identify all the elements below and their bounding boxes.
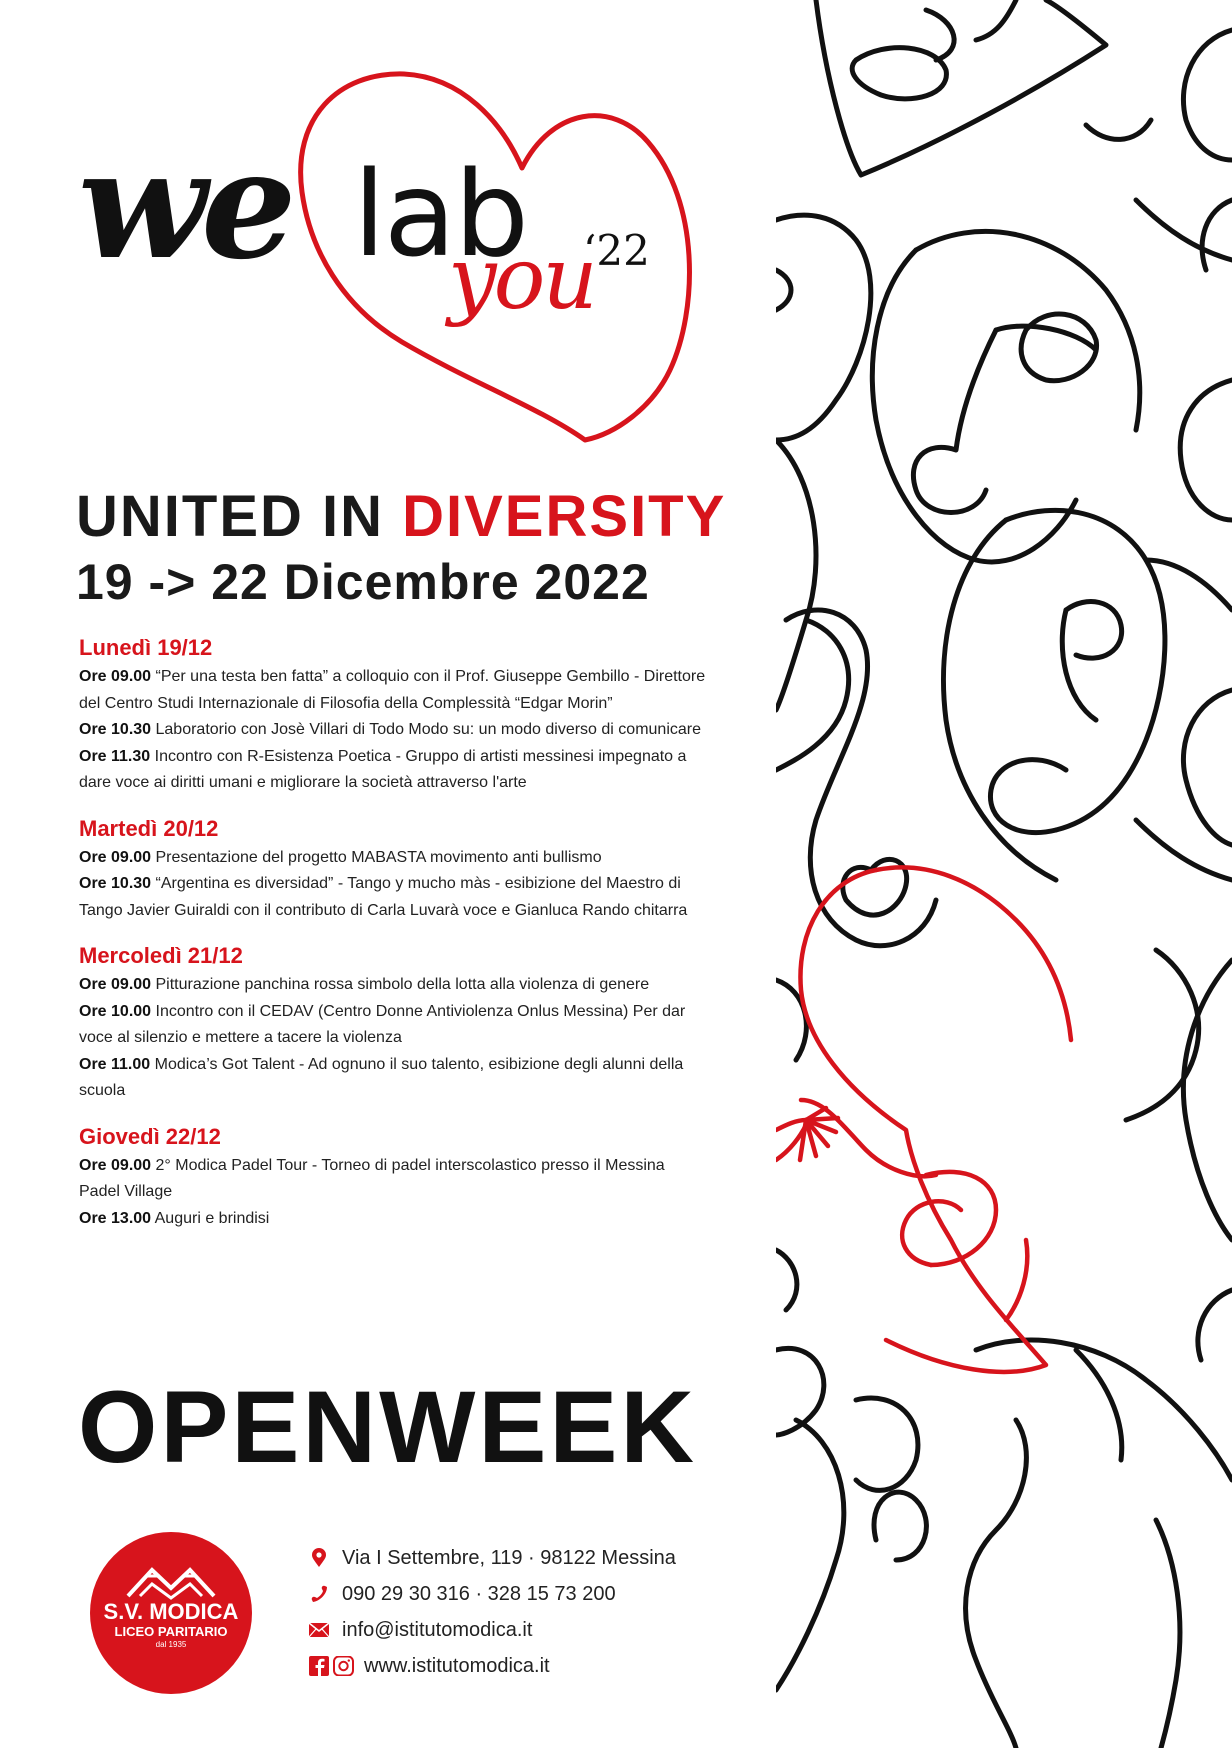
school-name: S.V. MODICA (103, 1599, 239, 1624)
event-item (79, 1206, 709, 1233)
contact-address (308, 1540, 748, 1576)
phone-icon (308, 1584, 330, 1604)
event-time: Ore 13.00 (79, 1209, 152, 1227)
school-logo-badge (90, 1532, 252, 1694)
event-item (79, 972, 709, 999)
event-text: Auguri e brindisi (151, 1209, 270, 1227)
event-item (79, 664, 709, 717)
day-title: Giovedì 22/12 (79, 1123, 221, 1149)
contact-web (308, 1648, 748, 1684)
event-time: Ore 11.30 (79, 747, 151, 765)
logo-year: ‘22 (583, 226, 650, 275)
school-subtitle: LICEO PARITARIO (114, 1624, 228, 1639)
contacts (308, 1540, 748, 1684)
welab-logo (70, 60, 720, 460)
address-text: Via I Settembre, 119 · 98122 Messina (342, 1547, 676, 1569)
day-title: Lunedì 19/12 (79, 635, 213, 660)
contact-email (308, 1612, 748, 1648)
event-text: “Argentina es diversidad” - Tango y mucho màs - esibizione del Maestro di Tango Javier Guiraldi con il contributo di Carla Luvarà voce e Gianluca Rando chitarra (79, 875, 688, 919)
day-block-monday (79, 634, 709, 797)
envelope-icon (308, 1620, 330, 1640)
event-time: Ore 10.30 (79, 721, 152, 738)
headline-part2: DIVERSITY (402, 484, 727, 549)
headline (76, 486, 726, 548)
event-time: Ore 09.00 (79, 976, 152, 993)
line-art-faces-illustration (776, 0, 1232, 1748)
openweek-title: OPENWEEK (78, 1370, 698, 1484)
event-text: Modica’s Got Talent - Ad ognuno il suo talento, esibizione degli alunni della scuola (79, 1055, 684, 1099)
event-item (79, 845, 709, 872)
email-link[interactable]: info@istitutomodica.it (342, 1619, 533, 1641)
event-text: “Per una testa ben fatta” a colloquio con il Prof. Giuseppe Gembillo - Direttore del Centro Studi Internazionale di Filosofia della Complessità “Edgar Morin” (79, 668, 706, 712)
event-item (79, 999, 709, 1052)
map-pin-icon (308, 1548, 330, 1568)
day-block-tuesday (79, 815, 709, 925)
logo-lab: lab (353, 145, 527, 283)
event-dates: 19 -> 22 Dicembre 2022 (76, 554, 650, 610)
facebook-icon[interactable] (308, 1656, 330, 1676)
instagram-icon[interactable] (332, 1656, 354, 1676)
contact-phone (308, 1576, 748, 1612)
day-title: Martedì 20/12 (79, 815, 219, 841)
day-block-thursday (79, 1123, 709, 1233)
day-block-wednesday (79, 942, 709, 1105)
event-item (79, 744, 709, 797)
logo-you: you (448, 229, 595, 329)
event-item (79, 1153, 709, 1206)
roof-icon (90, 1532, 252, 1602)
headline-part1: UNITED IN (76, 484, 403, 549)
school-since: dal 1935 (155, 1640, 187, 1649)
event-text: Incontro con il CEDAV (Centro Donne Antiviolenza Onlus Messina) Per dar voce al silenzio e mettere a tacere la violenza (79, 1002, 686, 1046)
event-time: Ore 11.00 (79, 1055, 151, 1073)
event-time: Ore 09.00 (79, 1156, 152, 1174)
program (79, 634, 709, 1250)
event-text: Pitturazione panchina rossa simbolo della lotta alla violenza di genere (151, 976, 650, 993)
website-link[interactable]: www.istitutomodica.it (364, 1655, 550, 1677)
event-item (79, 871, 709, 924)
event-item (79, 717, 709, 744)
event-time: Ore 09.00 (79, 848, 152, 866)
logo-we: we (78, 117, 291, 293)
event-text: Presentazione del progetto MABASTA movimento anti bullismo (151, 848, 602, 866)
event-text: Incontro con R-Esistenza Poetica - Gruppo di artisti messinesi impegnato a dare voce ai diritti umani e migliorare la società attraverso l'arte (79, 747, 687, 791)
event-text: 2° Modica Padel Tour - Torneo di padel interscolastico presso il Messina Padel Village (79, 1156, 665, 1200)
event-time: Ore 09.00 (79, 668, 152, 685)
event-text: Laboratorio con Josè Villari di Todo Modo su: un modo diverso di comunicare (151, 721, 701, 738)
event-time: Ore 10.00 (79, 1002, 152, 1020)
event-time: Ore 10.30 (79, 875, 152, 892)
phone-text[interactable]: 090 29 30 316 · 328 15 73 200 (342, 1583, 616, 1605)
day-title: Mercoledì 21/12 (79, 943, 243, 968)
event-item (79, 1052, 709, 1105)
